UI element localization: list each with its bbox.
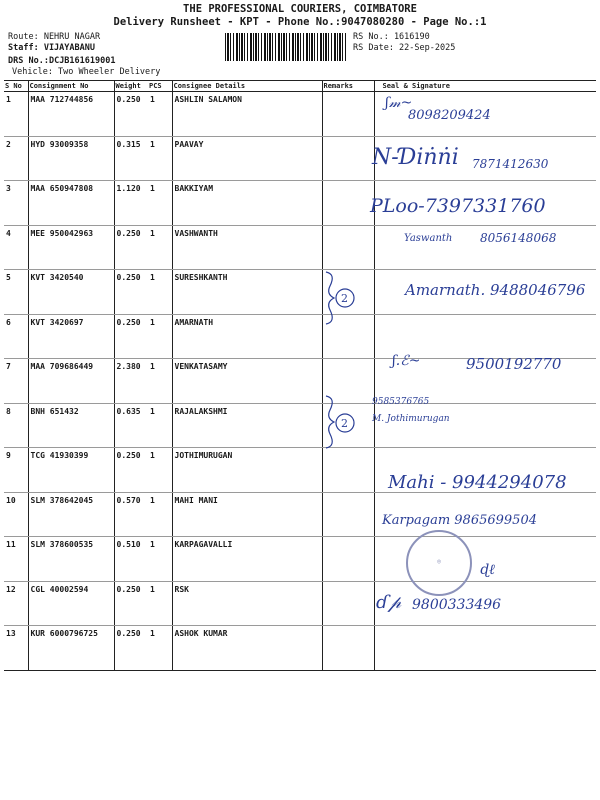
remarks-brace-2-count: 2 — [341, 417, 348, 430]
drs-value: DCJB161619001 — [48, 56, 116, 66]
cell-signature — [374, 314, 596, 359]
cell-sno: 1 — [4, 92, 28, 137]
cell-remarks — [322, 136, 374, 181]
cell-consignment: MAA 709686449 — [28, 359, 114, 404]
cell-consignee: ASHOK KUMAR — [172, 626, 322, 671]
cell-weight: 0.250 — [114, 626, 148, 671]
cell-weight: 0.635 — [114, 403, 148, 448]
cell-pcs: 1 — [148, 403, 172, 448]
cell-consignee: MAHI MANI — [172, 492, 322, 537]
col-consignment: Consignment No — [28, 81, 114, 92]
cell-consignee: AMARNATH — [172, 314, 322, 359]
cell-consignee: RAJALAKSHMI — [172, 403, 322, 448]
cell-consignment: MAA 712744856 — [28, 92, 114, 137]
cell-consignment: HYD 93009358 — [28, 136, 114, 181]
handwritten-phone-2: 7871412630 — [472, 157, 549, 171]
barcode — [225, 33, 347, 61]
vehicle-label: Vehicle: Two Wheeler Delivery — [12, 67, 161, 77]
table-row — [4, 626, 596, 671]
cell-consignment: MEE 950042963 — [28, 225, 114, 270]
table-header — [4, 81, 596, 92]
company-title: THE PROFESSIONAL COURIERS, COIMBATORE — [183, 3, 417, 15]
cell-consignee: PAAVAY — [172, 136, 322, 181]
cell-remarks — [322, 92, 374, 137]
cell-pcs: 1 — [148, 581, 172, 626]
cell-sno: 9 — [4, 448, 28, 493]
runsheet-subtitle: Delivery Runsheet - KPT - Phone No.:9047080280 - Page No.:1 — [113, 16, 487, 28]
cell-consignee: RSK — [172, 581, 322, 626]
handwritten-text-3: PLoo-7397331760 — [370, 195, 546, 217]
cell-sno: 2 — [4, 136, 28, 181]
cell-consignee: ASHLIN SALAMON — [172, 92, 322, 137]
cell-weight: 1.120 — [114, 181, 148, 226]
cell-sno: 12 — [4, 581, 28, 626]
handwritten-phone-13: 9800333496 — [412, 597, 502, 613]
drs-label: DRS No.: — [8, 56, 49, 66]
remarks-brace-1 — [316, 268, 360, 328]
cell-weight: 0.250 — [114, 448, 148, 493]
route-label: Route: NEHRU NAGAR — [8, 32, 101, 42]
cell-sno: 13 — [4, 626, 28, 671]
staff-label: Staff: VIJAYABANU — [8, 43, 95, 53]
cell-sno: 5 — [4, 270, 28, 315]
cell-weight: 0.570 — [114, 492, 148, 537]
cell-signature — [374, 403, 596, 448]
col-weight: Weight — [114, 81, 148, 92]
company-seal-stamp: ◎ — [406, 530, 472, 596]
cell-remarks — [322, 181, 374, 226]
col-consignee: Consignee Details — [172, 81, 322, 92]
cell-remarks — [322, 492, 374, 537]
cell-consignment: MAA 650947808 — [28, 181, 114, 226]
cell-sno: 4 — [4, 225, 28, 270]
table-row — [4, 581, 596, 626]
signature-scribble-13: ɗ𝓅 — [376, 592, 402, 613]
table-row — [4, 537, 596, 582]
cell-sno: 6 — [4, 314, 28, 359]
table-row — [4, 403, 596, 448]
col-signature: Seal & Signature — [374, 81, 596, 92]
cell-weight: 2.380 — [114, 359, 148, 404]
cell-consignee: VENKATASAMY — [172, 359, 322, 404]
cell-consignment: BNH 651432 — [28, 403, 114, 448]
cell-pcs: 1 — [148, 225, 172, 270]
handwritten-text-8: 9585376765 — [372, 397, 430, 407]
cell-weight: 0.250 — [114, 92, 148, 137]
cell-remarks — [322, 448, 374, 493]
cell-remarks — [322, 581, 374, 626]
cell-signature — [374, 626, 596, 671]
cell-remarks — [322, 626, 374, 671]
handwritten-text-10: Mahi - 9944294078 — [388, 472, 567, 493]
cell-pcs: 1 — [148, 537, 172, 582]
cell-remarks — [322, 537, 374, 582]
cell-consignee: VASHWANTH — [172, 225, 322, 270]
cell-consignee: BAKKIYAM — [172, 181, 322, 226]
handwritten-phone-1: 8098209424 — [408, 108, 491, 123]
cell-consignment: KVT 3420540 — [28, 270, 114, 315]
signature-scribble-7: ʃ.ℰ~ — [392, 353, 421, 369]
cell-weight: 0.510 — [114, 537, 148, 582]
col-pcs: PCS — [148, 81, 172, 92]
cell-consignment: KUR 6000796725 — [28, 626, 114, 671]
remarks-brace-2 — [316, 392, 360, 452]
handwritten-phone-4: 8056148068 — [480, 231, 557, 245]
cell-consignment: TCG 41930399 — [28, 448, 114, 493]
rs-number: RS No.: 1616190 — [353, 32, 430, 42]
cell-weight: 0.250 — [114, 581, 148, 626]
signature-scribble-2: N-Ɗiṅṅi — [372, 145, 459, 170]
cell-pcs: 1 — [148, 136, 172, 181]
cell-remarks — [322, 225, 374, 270]
cell-consignment: CGL 40002594 — [28, 581, 114, 626]
cell-sno: 8 — [4, 403, 28, 448]
col-remarks: Remarks — [322, 81, 374, 92]
cell-consignment: SLM 378600535 — [28, 537, 114, 582]
cell-sno: 3 — [4, 181, 28, 226]
signature-scribble-1: ʃ𝓂~ — [385, 95, 413, 111]
cell-consignee: SURESHKANTH — [172, 270, 322, 315]
table-row — [4, 314, 596, 359]
remarks-brace-1-count: 2 — [341, 292, 348, 305]
cell-consignment: SLM 378642045 — [28, 492, 114, 537]
cell-sno: 7 — [4, 359, 28, 404]
cell-pcs: 1 — [148, 314, 172, 359]
cell-weight: 0.250 — [114, 270, 148, 315]
cell-sno: 10 — [4, 492, 28, 537]
cell-sno: 11 — [4, 537, 28, 582]
cell-pcs: 1 — [148, 448, 172, 493]
drs-number — [8, 56, 115, 66]
col-sno: S No — [4, 81, 28, 92]
cell-pcs: 1 — [148, 626, 172, 671]
handwritten-text-6: Amarnath. 9488046796 — [405, 281, 586, 299]
cell-weight: 0.315 — [114, 136, 148, 181]
cell-pcs: 1 — [148, 492, 172, 537]
handwritten-text-9: M. Jothimurugan — [372, 414, 450, 424]
cell-pcs: 1 — [148, 359, 172, 404]
handwritten-name-4: Yaswanth — [404, 233, 453, 244]
cell-pcs: 1 — [148, 181, 172, 226]
table-row — [4, 92, 596, 137]
cell-weight: 0.250 — [114, 225, 148, 270]
cell-consignment: KVT 3420697 — [28, 314, 114, 359]
handwritten-phone-7: 9500192770 — [466, 355, 562, 373]
handwritten-text-11: Karpagam 9865699504 — [382, 513, 537, 528]
cell-weight: 0.250 — [114, 314, 148, 359]
cell-pcs: 1 — [148, 270, 172, 315]
cell-consignee: JOTHIMURUGAN — [172, 448, 322, 493]
cell-consignee: KARPAGAVALLI — [172, 537, 322, 582]
rs-date: RS Date: 22-Sep-2025 — [353, 43, 456, 53]
signature-scribble-12: ɖℓ — [480, 562, 495, 578]
cell-pcs: 1 — [148, 92, 172, 137]
